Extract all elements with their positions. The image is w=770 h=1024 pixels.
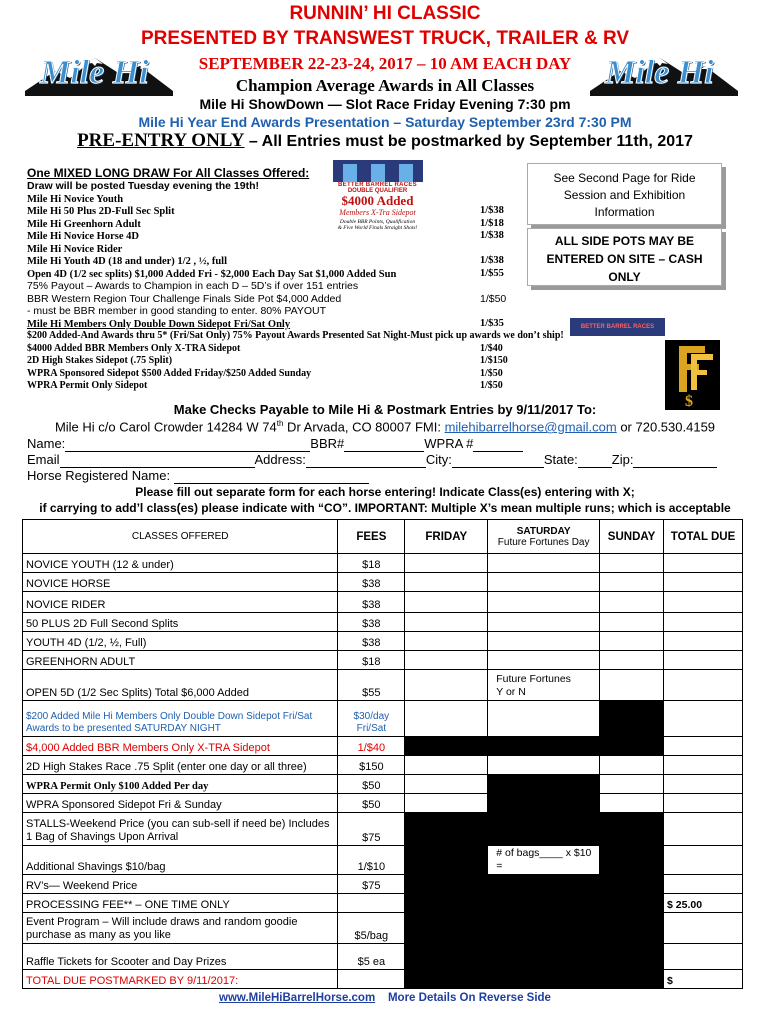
friday-cell[interactable] <box>405 651 488 670</box>
long-draw-row <box>27 355 527 368</box>
saturday-cell[interactable] <box>488 592 600 613</box>
friday-cell[interactable] <box>405 756 488 775</box>
svg-text:$: $ <box>685 393 693 410</box>
footer: www.MileHiBarrelHorse.com More Details On Reverse Side <box>219 992 551 1004</box>
class-fee: $38 <box>338 592 405 613</box>
class-fee: $5 ea <box>338 944 405 970</box>
email-field[interactable] <box>60 452 255 468</box>
class-name: Additional Shavings $10/bag <box>23 846 338 875</box>
table-row <box>23 737 743 756</box>
entry-row-1: Name: BBR# WPRA # <box>27 436 523 452</box>
city-field[interactable] <box>452 452 544 468</box>
class-name: STALLS-Weekend Price (you can sub-sell if need be) Includes 1 Bag of Shavings Upon Arrival <box>23 813 338 846</box>
long-draw-row <box>27 230 527 243</box>
friday-cell[interactable] <box>405 554 488 573</box>
long-draw-text: $4000 Added BBR Members Only X-TRA Sidepot <box>27 342 241 354</box>
total-due-cell[interactable] <box>664 775 743 794</box>
friday-cell[interactable] <box>405 592 488 613</box>
friday-cell <box>405 894 488 913</box>
friday-cell[interactable] <box>405 613 488 632</box>
total-due-cell[interactable] <box>664 944 743 970</box>
friday-cell[interactable] <box>405 573 488 592</box>
long-draw-text: - must be BBR member in good standing to enter. 80% PAYOUT <box>27 305 327 317</box>
long-draw-fee: 1/$38 <box>480 230 504 241</box>
header-classes: CLASSES OFFERED <box>23 520 338 554</box>
class-name: $4,000 Added BBR Members Only X-TRA Sidepot <box>23 737 338 756</box>
table-row <box>23 970 743 989</box>
entry-row-3: Horse Registered Name: <box>27 468 369 484</box>
header-saturday: SATURDAY Future Fortunes Day <box>488 520 600 554</box>
long-draw-text: WPRA Permit Only Sidepot <box>27 380 148 391</box>
saturday-cell[interactable] <box>488 651 600 670</box>
logo-text: Mile Hi <box>605 54 714 91</box>
class-name: WPRA Sponsored Sidepot Fri & Sunday <box>23 794 338 813</box>
table-row <box>23 794 743 813</box>
friday-cell <box>405 813 488 846</box>
table-row <box>23 944 743 970</box>
table-row <box>23 632 743 651</box>
long-draw-row <box>27 243 527 256</box>
total-due-cell[interactable]: $ <box>664 970 743 989</box>
year-end-line: Mile Hi Year End Awards Presentation – Saturday September 23rd 7:30 PM <box>138 114 632 130</box>
long-draw-row <box>27 343 527 356</box>
state-field[interactable] <box>578 452 612 468</box>
name-field[interactable] <box>65 436 310 452</box>
sunday-cell <box>600 875 664 894</box>
class-name: NOVICE YOUTH (12 & under) <box>23 554 338 573</box>
checks-payable: Make Checks Payable to Mile Hi & Postmark Entries by 9/11/2017 To: <box>173 402 597 417</box>
saturday-cell[interactable] <box>488 573 600 592</box>
mile-hi-logo-left <box>25 46 173 106</box>
total-due-cell[interactable] <box>664 632 743 651</box>
long-draw-text: 75% Payout – Awards to Champion in each D – 5D’s if over 151 entries <box>27 280 359 292</box>
website-link[interactable]: www.MileHiBarrelHorse.com <box>219 992 376 1004</box>
sunday-cell[interactable] <box>600 554 664 573</box>
sunday-cell[interactable] <box>600 573 664 592</box>
total-due-cell[interactable] <box>664 701 743 737</box>
friday-cell[interactable] <box>405 632 488 651</box>
total-due-cell[interactable] <box>664 756 743 775</box>
long-draw-title: One MIXED LONG DRAW For All Classes Offered: <box>27 166 310 180</box>
class-name: NOVICE RIDER <box>23 592 338 613</box>
long-draw-fee: 1/$55 <box>480 267 504 279</box>
long-draw-list <box>27 180 564 393</box>
class-fee: $75 <box>338 875 405 894</box>
header-fees: FEES <box>338 520 405 554</box>
long-draw-text: Mile Hi Youth 4D (18 and under) 1/2 , ½, full <box>27 256 228 267</box>
class-name: GREENHORN ADULT <box>23 651 338 670</box>
sunday-cell <box>600 944 664 970</box>
table-row <box>23 913 743 944</box>
saturday-cell[interactable]: # of bags____ x $10 = <box>488 846 600 875</box>
long-draw-fee: 1/$50 <box>480 292 507 305</box>
table-row <box>23 651 743 670</box>
sunday-cell[interactable] <box>600 756 664 775</box>
table-header-row <box>23 520 743 554</box>
long-draw-text: 2D High Stakes Sidepot (.75 Split) <box>27 355 173 366</box>
class-name: RV’s— Weekend Price <box>23 875 338 894</box>
saturday-cell <box>488 970 600 989</box>
table-row <box>23 701 743 737</box>
long-draw-row <box>27 330 564 343</box>
total-due-cell[interactable] <box>664 554 743 573</box>
class-fee <box>338 894 405 913</box>
long-draw-text: WPRA Sponsored Sidepot $500 Added Friday/$250 Added Sunday <box>27 367 312 379</box>
table-row <box>23 846 743 875</box>
class-name: $200 Added Mile Hi Members Only Double Down Sidepot Fri/Sat Awards to be presented SATURDAY NIGHT <box>23 701 338 737</box>
header-total: TOTAL DUE <box>664 520 743 554</box>
header-friday: FRIDAY <box>405 520 488 554</box>
header-sunday: SUNDAY <box>600 520 664 554</box>
class-fee: $50 <box>338 775 405 794</box>
ff-logo-icon <box>665 340 720 410</box>
friday-cell[interactable] <box>405 701 488 737</box>
preentry-line: PRE-ENTRY ONLY – All Entries must be postmarked by September 11th, 2017 <box>77 130 693 151</box>
class-name: TOTAL DUE POSTMARKED BY 9/11/2017: <box>23 970 338 989</box>
friday-cell[interactable] <box>405 670 488 701</box>
long-draw-row <box>27 193 527 206</box>
class-name: Event Program – Will include draws and random goodie purchase as many as you like <box>23 913 338 944</box>
class-fee: $18 <box>338 651 405 670</box>
class-name: OPEN 5D (1/2 Sec Splits) Total $6,000 Added <box>23 670 338 701</box>
total-due-cell[interactable] <box>664 613 743 632</box>
logo-text: Mile Hi <box>40 54 149 91</box>
total-due-cell[interactable] <box>664 875 743 894</box>
email-link[interactable]: milehibarrelhorse@gmail.com <box>444 419 617 435</box>
long-draw-text: $200 Added-And Awards thru 5* (Fri/Sat Only) 75% Payout Awards Presented Sat Night-Must pick up awards we don’t ship! <box>27 330 564 341</box>
class-name: WPRA Permit Only $100 Added Per day <box>23 775 338 794</box>
total-due-cell[interactable] <box>664 737 743 756</box>
table-row <box>23 592 743 613</box>
class-fee: $38 <box>338 573 405 592</box>
class-name: PROCESSING FEE** – ONE TIME ONLY <box>23 894 338 913</box>
event-title: RUNNIN’ HI CLASSIC <box>289 3 481 24</box>
event-presenter: PRESENTED BY TRANSWEST TRUCK, TRAILER & RV <box>140 28 630 49</box>
future-fortunes-logo <box>665 340 720 410</box>
mile-hi-logo-right <box>590 46 738 106</box>
class-name: YOUTH 4D (1/2, ½, Full) <box>23 632 338 651</box>
long-draw-row <box>27 180 527 193</box>
saturday-cell <box>488 794 600 813</box>
long-draw-row <box>27 280 527 293</box>
table-row <box>23 775 743 794</box>
total-due-cell[interactable] <box>664 592 743 613</box>
friday-cell[interactable] <box>405 775 488 794</box>
long-draw-row <box>27 305 527 318</box>
class-fee: $50 <box>338 794 405 813</box>
class-fee: $38 <box>338 613 405 632</box>
long-draw-row <box>27 268 527 281</box>
saturday-cell[interactable] <box>488 701 600 737</box>
instructions-2: if carrying to add’l class(es) please indicate with “CO”. IMPORTANT: Multiple X’s mean multiple runs; which is acceptable <box>39 501 731 515</box>
wpra-field[interactable] <box>473 436 523 452</box>
saturday-cell <box>488 875 600 894</box>
total-due-cell[interactable] <box>664 813 743 846</box>
saturday-cell <box>488 813 600 846</box>
bbr-logo-small: BETTER BARREL RACES <box>570 318 665 336</box>
long-draw-fee: 1/$50 <box>480 367 503 379</box>
class-fee: $5/bag <box>338 913 405 944</box>
sunday-cell <box>600 970 664 989</box>
total-due-cell[interactable] <box>664 670 743 701</box>
saturday-cell <box>488 913 600 944</box>
class-fee: 1/$10 <box>338 846 405 875</box>
long-draw-text: Mile Hi Novice Horse 4D <box>27 231 139 242</box>
saturday-cell[interactable] <box>488 554 600 573</box>
saturday-cell[interactable] <box>488 613 600 632</box>
total-due-cell[interactable]: $ 25.00 <box>664 894 743 913</box>
saturday-cell[interactable] <box>488 756 600 775</box>
bbr-bars-icon <box>333 160 423 182</box>
friday-cell <box>405 913 488 944</box>
event-dates: SEPTEMBER 22-23-24, 2017 – 10 AM EACH DAY <box>198 54 572 73</box>
saturday-cell[interactable] <box>488 632 600 651</box>
sunday-cell[interactable] <box>600 592 664 613</box>
horse-name-field[interactable] <box>174 468 369 484</box>
long-draw-row <box>27 293 527 306</box>
bbr-field[interactable] <box>344 436 424 452</box>
table-row <box>23 554 743 573</box>
sunday-cell[interactable] <box>600 651 664 670</box>
class-name: NOVICE HORSE <box>23 573 338 592</box>
sunday-cell <box>600 701 664 737</box>
class-name: 50 PLUS 2D Full Second Splits <box>23 613 338 632</box>
long-draw-text: Mile Hi Members Only Double Down Sidepot Fri/Sat Only <box>27 318 291 330</box>
sunday-cell <box>600 894 664 913</box>
long-draw-fee: 1/$38 <box>480 205 504 216</box>
mailing-address: Mile Hi c/o Carol Crowder 14284 W 74th Dr Arvada, CO 80007 FMI: milehibarrelhorse@gmail.com or 720.530.4159 <box>54 419 716 435</box>
table-row <box>23 756 743 775</box>
saturday-cell <box>488 775 600 794</box>
long-draw-fee: 1/$50 <box>480 380 503 391</box>
long-draw-text: BBR Western Region Tour Challenge Finals Side Pot $4,000 Added <box>27 292 342 305</box>
total-due-cell[interactable] <box>664 846 743 875</box>
saturday-cell <box>488 894 600 913</box>
long-draw-fee: 1/$18 <box>480 217 504 229</box>
sunday-cell <box>600 813 664 846</box>
total-due-cell[interactable] <box>664 913 743 944</box>
sunday-cell <box>600 737 664 756</box>
saturday-cell <box>488 944 600 970</box>
table-row <box>23 894 743 913</box>
friday-cell <box>405 737 488 756</box>
sunday-cell[interactable] <box>600 632 664 651</box>
long-draw-fee: 1/$150 <box>480 355 508 366</box>
class-fee: $150 <box>338 756 405 775</box>
long-draw-fee: 1/$40 <box>480 342 503 354</box>
table-row <box>23 875 743 894</box>
ride-session-box: See Second Page for Ride Session and Exhibition Information <box>527 163 722 225</box>
saturday-cell <box>488 737 600 756</box>
sunday-cell[interactable] <box>600 670 664 701</box>
side-pots-box: ALL SIDE POTS MAY BE ENTERED ON SITE – CASH ONLY <box>527 228 722 286</box>
sunday-cell <box>600 913 664 944</box>
table-row <box>23 813 743 846</box>
class-fee: $38 <box>338 632 405 651</box>
long-draw-text: Mile Hi Greenhorn Adult <box>27 218 141 230</box>
long-draw-row <box>27 318 527 331</box>
class-fee: $75 <box>338 813 405 846</box>
class-fee: 1/$40 <box>338 737 405 756</box>
table-row <box>23 573 743 592</box>
saturday-cell[interactable]: Future Fortunes Y or N <box>488 670 600 701</box>
entry-form-table <box>22 519 743 989</box>
long-draw-fee: 1/$35 <box>480 317 504 329</box>
sunday-cell[interactable] <box>600 613 664 632</box>
event-awards: Champion Average Awards in All Classes <box>235 76 535 95</box>
long-draw-text: Mile Hi 50 Plus 2D-Full Sec Split <box>27 206 175 217</box>
long-draw-row <box>27 205 527 218</box>
long-draw-row <box>27 218 527 231</box>
long-draw-row <box>27 368 527 381</box>
class-fee <box>338 970 405 989</box>
friday-cell <box>405 944 488 970</box>
total-due-cell[interactable] <box>664 651 743 670</box>
total-due-cell[interactable] <box>664 794 743 813</box>
showdown-line: Mile Hi ShowDown — Slot Race Friday Evening 7:30 pm <box>199 96 571 112</box>
bbr-logo: BETTER BARREL RACES DOUBLE QUALIFIER $4000 Added Members X-Tra Sidepot Double BBR Points, Qualification & Five World Finals Straight Shots! <box>315 160 440 246</box>
long-draw-text: Mile Hi Novice Rider <box>27 243 123 255</box>
address-field[interactable] <box>306 452 426 468</box>
sunday-cell[interactable] <box>600 794 664 813</box>
friday-cell[interactable] <box>405 794 488 813</box>
class-fee: $55 <box>338 670 405 701</box>
class-name: Raffle Tickets for Scooter and Day Prizes <box>23 944 338 970</box>
sunday-cell[interactable] <box>600 775 664 794</box>
long-draw-row <box>27 380 527 393</box>
entry-row-2: Email Address: City: State: Zip: <box>27 452 717 468</box>
table-row <box>23 670 743 701</box>
class-fee: $18 <box>338 554 405 573</box>
zip-field[interactable] <box>633 452 717 468</box>
long-draw-fee: 1/$38 <box>480 255 504 266</box>
total-due-cell[interactable] <box>664 573 743 592</box>
long-draw-text: Open 4D (1/2 sec splits) $1,000 Added Fri - $2,000 Each Day Sat $1,000 Added Sun <box>27 268 397 280</box>
class-name: 2D High Stakes Race .75 Split (enter one day or all three) <box>23 756 338 775</box>
class-fee: $30/day Fri/Sat <box>338 701 405 737</box>
long-draw-text: Mile Hi Novice Youth <box>27 193 124 205</box>
friday-cell <box>405 875 488 894</box>
sunday-cell <box>600 846 664 875</box>
long-draw-row <box>27 255 527 268</box>
table-row <box>23 613 743 632</box>
friday-cell <box>405 846 488 875</box>
instructions-1: Please fill out separate form for each horse entering! Indicate Class(es) entering with X; <box>135 485 635 499</box>
friday-cell <box>405 970 488 989</box>
long-draw-text: Draw will be posted Tuesday evening the 19th! <box>27 180 260 192</box>
